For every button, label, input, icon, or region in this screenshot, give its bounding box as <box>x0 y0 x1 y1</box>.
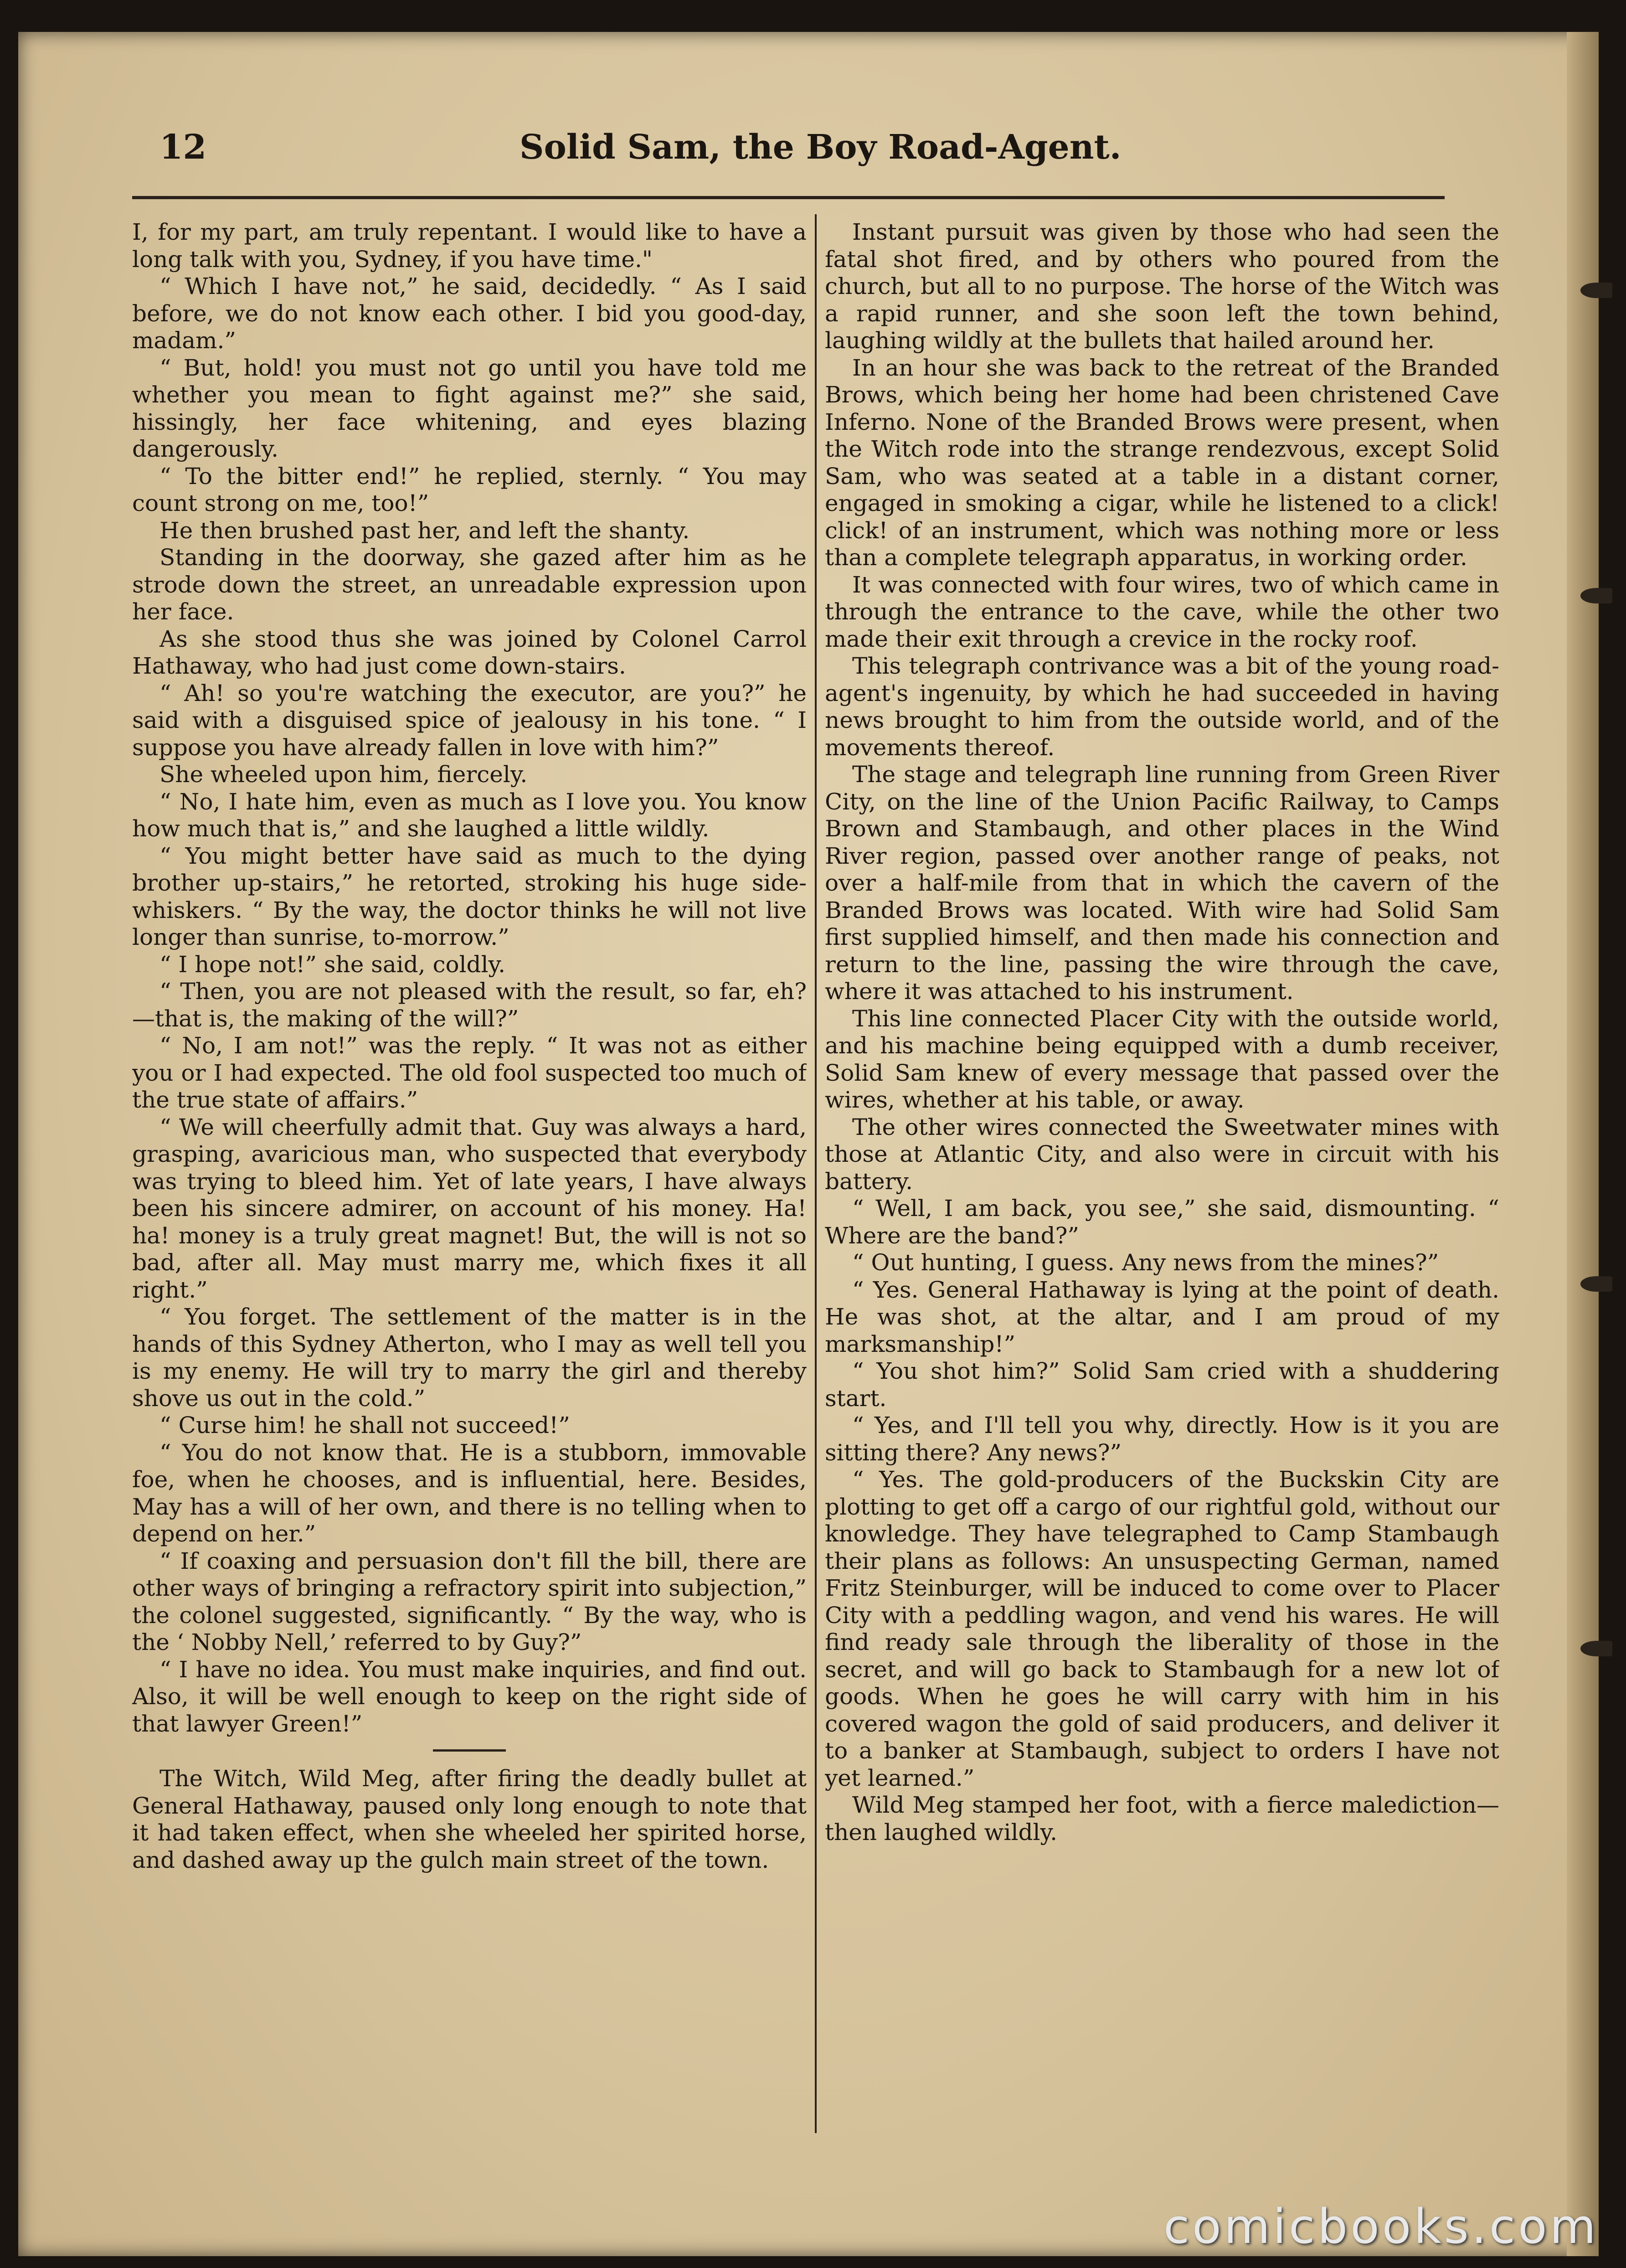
staple-tack-icon <box>1580 588 1612 603</box>
staple-tack-icon <box>1580 1641 1612 1656</box>
paragraph: “ We will cheerfully admit that. Guy was always a hard, grasping, avaricious man, who suspected that everybody was trying to bleed him. Yet of late years, I have always been his sincere admirer, on account of his money. Ha! ha! money is a truly great magnet! But, the will is not so bad, after all. May must marry me, which fixes it all right.” <box>132 1113 807 1303</box>
page-spine <box>1567 32 1599 2256</box>
paragraph: Wild Meg stamped her foot, with a fierce malediction—then laughed wildly. <box>825 1792 1499 1845</box>
paragraph: “ You might better have said as much to the dying brother up-stairs,” he retorted, stroking his huge side-whiskers. “ By the way, the doctor thinks he will not live longer than sunrise, to-morrow.” <box>132 842 807 950</box>
paragraph: Instant pursuit was given by those who had seen the fatal shot fired, and by others who poured from the church, but all to no purpose. The horse of the Witch was a rapid runner, and she soon left the town behind, laughing wildly at the bullets that hailed around her. <box>825 219 1499 354</box>
paragraph: “ Which I have not,” he said, decidedly. “ As I said before, we do not know each other. I bid you good-day, madam.” <box>132 273 807 354</box>
paragraph: “ Out hunting, I guess. Any news from the mines?” <box>852 1249 1439 1276</box>
column-divider <box>815 214 817 2133</box>
paragraph: “ I hope not!” she said, coldly. <box>160 951 506 978</box>
paragraph: The Witch, Wild Meg, after firing the deadly bullet at General Hathaway, paused only long enough to note that it had taken effect, when she wheeled her spirited horse, and dashed away up the gulch main street of the town. <box>132 1765 807 1873</box>
paragraph: She wheeled upon him, fiercely. <box>160 761 528 788</box>
paragraph: “ No, I am not!” was the reply. “ It was not as either you or I had expected. The old fool suspected too much of the true state of affairs.” <box>132 1032 807 1113</box>
staple-tack-icon <box>1580 283 1612 298</box>
watermark: comicbooks.com <box>1163 2199 1599 2254</box>
left-column <box>132 219 807 2142</box>
right-column <box>825 219 1499 2142</box>
page-number: 12 <box>160 128 206 167</box>
paragraph: “ If coaxing and persuasion don't fill the bill, there are other ways of bringing a refractory spirit into subjection,” the colonel suggested, significantly. “ By the way, who is the ‘ Nobby Nell,’ referred to by Guy?” <box>132 1547 807 1655</box>
header-rule <box>132 196 1445 199</box>
paragraph: “ To the bitter end!” he replied, sternly. “ You may count strong on me, too!” <box>132 463 807 516</box>
paragraph: “ Yes. General Hathaway is lying at the point of death. He was shot, at the altar, and I am proud of my marksmanship!” <box>825 1276 1499 1357</box>
paragraph: “ I have no idea. You must make inquiries, and find out. Also, it will be well enough to keep on the right side of that lawyer Green!” <box>132 1656 807 1737</box>
running-title: Solid Sam, the Boy Road-Agent. <box>520 128 1122 167</box>
paragraph: “ No, I hate him, even as much as I love you. You know how much that is,” and she laughed a little wildly. <box>132 788 807 842</box>
paragraph: “ You forget. The settlement of the matter is in the hands of this Sydney Atherton, who I may as well tell you is my enemy. He will try to marry the girl and thereby shove us out in the cold.” <box>132 1304 807 1412</box>
staple-tack-icon <box>1580 1276 1612 1292</box>
paragraph: “ Well, I am back, you see,” she said, dismounting. “ Where are the band?” <box>825 1195 1499 1249</box>
paragraph: He then brushed past her, and left the shanty. <box>160 517 690 544</box>
paragraph: “ But, hold! you must not go until you have told me whether you mean to fight against me?” she said, hissingly, her face whitening, and eyes blazing dangerously. <box>132 354 807 462</box>
paragraph: “ Ah! so you're watching the executor, are you?” he said with a disguised spice of jealousy in his tone. “ I suppose you have already fallen in love with him?” <box>132 680 807 761</box>
paragraph: “ Then, you are not pleased with the result, so far, eh?—that is, the making of the will?” <box>132 978 807 1032</box>
paragraph: It was connected with four wires, two of which came in through the entrance to the cave, while the other two made their exit through a crevice in the rocky roof. <box>825 571 1499 652</box>
paragraph: This line connected Placer City with the outside world, and his machine being equipped with a dumb receiver, Solid Sam knew of every message that passed over the wires, whether at his table, or away. <box>825 1005 1499 1113</box>
paragraph: “ Yes. The gold-producers of the Buckskin City are plotting to get off a cargo of our rightful gold, without our knowledge. They have telegraphed to Camp Stambaugh their plans as follows: An unsuspecting German, named Fritz Steinburger, will be induced to come over to Placer City with a peddling wagon, and vend his wares. He will find ready sale through the liberality of those in the secret, and will go back to Stambaugh for a new lot of goods. When he goes he will carry with him in his covered wagon the gold of said producers, and deliver it to a banker at Stambaugh, subject to orders I have not yet learned.” <box>825 1466 1499 1791</box>
paragraph: “ You do not know that. He is a stubborn, immovable foe, when he chooses, and is influential, here. Besides, May has a will of her own, and there is no telling when to depend on her.” <box>132 1439 807 1547</box>
paragraph: Standing in the doorway, she gazed after him as he strode down the street, an unreadable expression upon her face. <box>132 544 807 625</box>
paragraph: This telegraph contrivance was a bit of the young road-agent's ingenuity, by which he had succeeded in having news brought to him from the outside world, and of the movements thereof. <box>825 653 1499 761</box>
paragraph: “ You shot him?” Solid Sam cried with a shuddering start. <box>825 1358 1499 1412</box>
paragraph: In an hour she was back to the retreat of the Branded Brows, which being her home had been christened Cave Inferno. None of the Branded Brows were present, when the Witch rode into the strange rendezvous, except Solid Sam, who was seated at a table in a distant corner, engaged in smoking a cigar, while he listened to a click! click! of an instrument, which was nothing more or less than a complete telegraph apparatus, in working order. <box>825 354 1499 571</box>
page-header <box>132 114 1445 173</box>
paragraph: “ Yes, and I'll tell you why, directly. How is it you are sitting there? Any news?” <box>825 1412 1499 1466</box>
paragraph: “ Curse him! he shall not succeed!” <box>160 1412 570 1438</box>
paragraph: As she stood thus she was joined by Colonel Carrol Hathaway, who had just come down-stairs. <box>132 625 807 679</box>
paragraph: I, for my part, am truly repentant. I would like to have a long talk with you, Sydney, if you have time." <box>132 219 807 273</box>
section-break-rule <box>433 1749 506 1752</box>
paragraph: The stage and telegraph line running from Green River City, on the line of the Union Pacific Railway, to Camps Brown and Stambaugh, and other places in the Wind River region, passed over another range of peaks, not over a half-mile from that in which the cavern of the Branded Brows was located. With wire had Solid Sam first supplied himself, and then made his connection and return to the line, passing the wire through the cave, where it was attached to his instrument. <box>825 761 1499 1005</box>
paragraph: The other wires connected the Sweetwater mines with those at Atlantic City, and also were in circuit with his battery. <box>825 1113 1499 1195</box>
